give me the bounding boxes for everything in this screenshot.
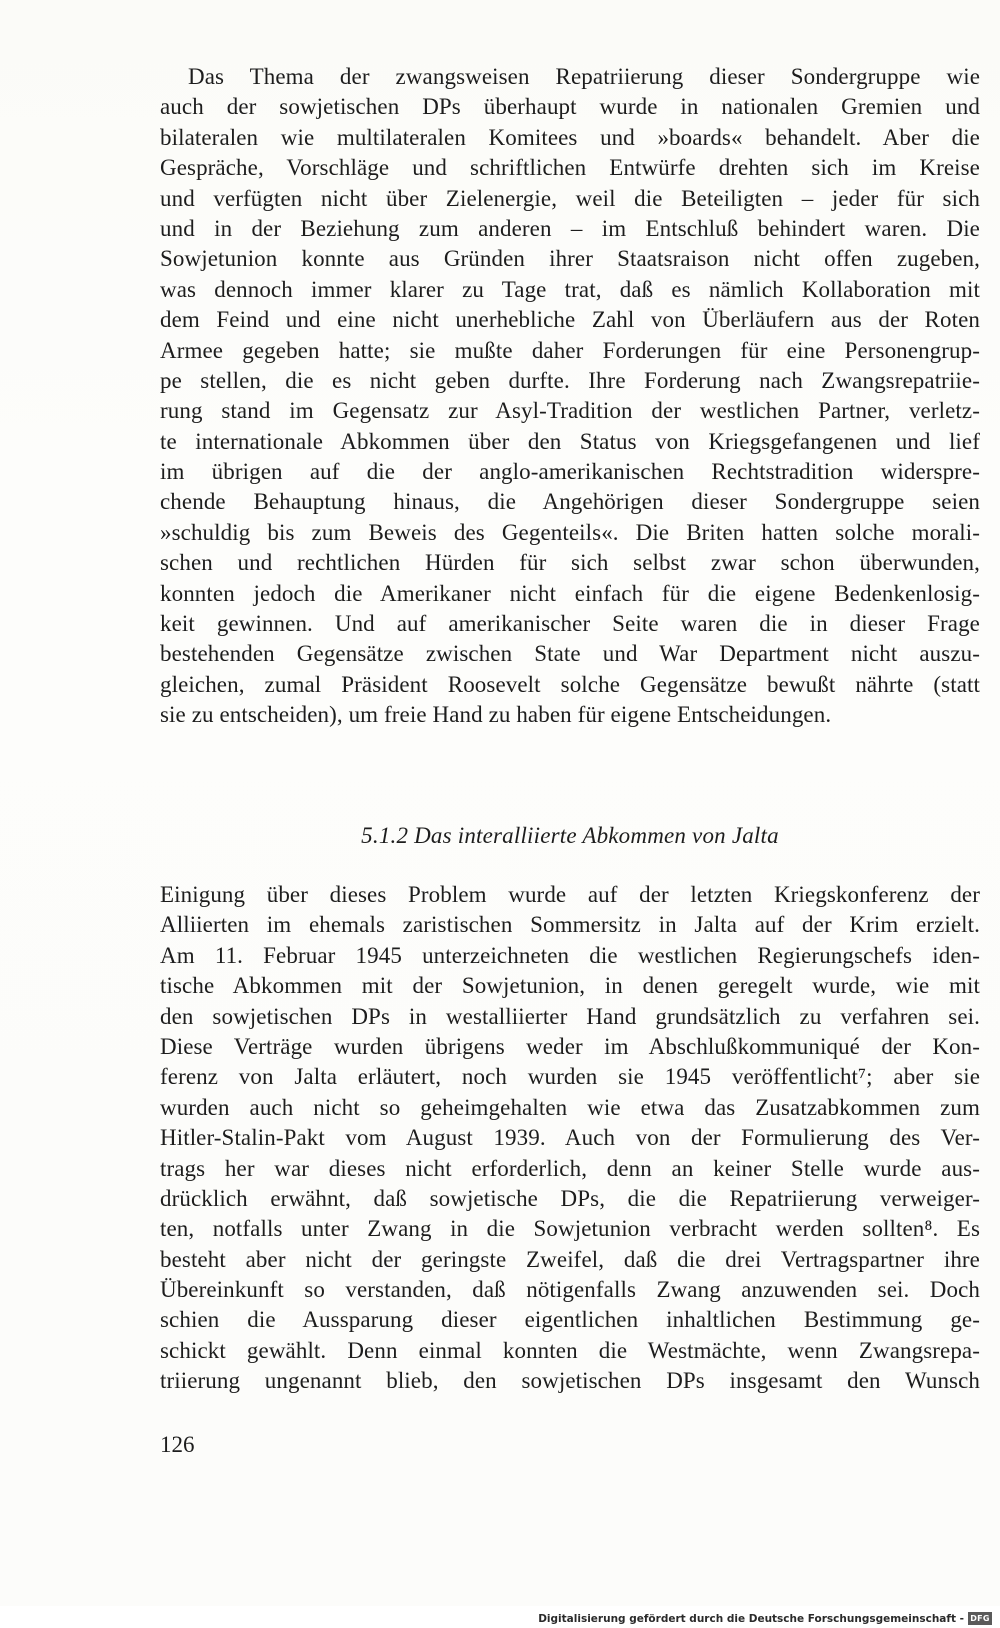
text-line: trags her war dieses nicht erforderlich, denn an keiner Stelle wurde aus- [160, 1155, 980, 1181]
text-line: Armee gegeben hatte; sie mußte daher Forderungen für eine Personengrup- [160, 337, 980, 363]
text-line: und in der Beziehung zum anderen – im Entschluß behindert waren. Die [160, 215, 980, 241]
text-line: Übereinkunft so verstanden, daß nötigenfalls Zwang anzuwenden sei. Doch [160, 1277, 980, 1303]
text-line: »schuldig bis zum Beweis des Gegenteils«. Die Briten hatten solche morali- [160, 519, 980, 545]
text-line: dem Feind und eine nicht unerhebliche Zahl von Überläufern aus der Roten [160, 307, 980, 333]
text-line: konnten jedoch die Amerikaner nicht einfach für die eigene Bedenkenlosig- [160, 580, 980, 606]
footer-bar [0, 1606, 1000, 1628]
text-line: was dennoch immer klarer zu Tage trat, daß es nämlich Kollaboration mit [160, 276, 980, 302]
text-line: Einigung über dieses Problem wurde auf der letzten Kriegskonferenz der [160, 882, 980, 907]
text-line: wurden auch nicht so geheimgehalten wie etwa das Zusatzabkommen zum [160, 1094, 980, 1120]
text-line: schien die Aussparung dieser eigentlichen inhaltlichen Bestimmung ge- [160, 1307, 980, 1333]
text-line: Gespräche, Vorschläge und schriftlichen Entwürfe drehten sich im Kreise [160, 155, 980, 181]
text-line: den sowjetischen DPs in westalliierter Hand grundsätzlich zu verfahren sei. [160, 1003, 980, 1029]
text-line: Sowjetunion konnte aus Gründen ihrer Staatsraison nicht offen zugeben, [160, 246, 980, 272]
text-line: und verfügten nicht über Zielenergie, weil die Beteiligten – jeder für sich [160, 185, 980, 211]
text-line: bestehenden Gegensätze zwischen State und War Department nicht auszu- [160, 641, 980, 667]
section-heading: 5.1.2 Das interalliierte Abkommen von Jalta [361, 823, 779, 848]
text-line: Hitler-Stalin-Pakt vom August 1939. Auch von der Formulierung des Ver- [160, 1125, 980, 1151]
text-line: Diese Verträge wurden übrigens weder im Abschlußkommuniqué der Kon- [160, 1033, 980, 1059]
text-line: chende Behauptung hinaus, die Angehörigen dieser Sondergruppe seien [160, 489, 980, 515]
text-line: pe stellen, die es nicht geben durfte. Ihre Forderung nach Zwangsrepatriie- [160, 367, 980, 393]
text-line: schickt gewählt. Denn einmal konnten die Westmächte, wenn Zwangsrepa- [160, 1337, 980, 1363]
text-line: besteht aber nicht der geringste Zweifel, daß die drei Vertragspartner ihre [160, 1246, 980, 1272]
text-line: ferenz von Jalta erläutert, noch wurden sie 1945 veröffentlicht⁷; aber sie [160, 1064, 980, 1090]
text-line: triierung ungenannt blieb, den sowjetischen DPs insgesamt den Wunsch [160, 1368, 980, 1394]
text-line: te internationale Abkommen über den Status von Kriegsgefangenen und lief [160, 428, 980, 454]
text-line: auch der sowjetischen DPs überhaupt wurde in nationalen Gremien und [160, 94, 980, 120]
text-line: tische Abkommen mit der Sowjetunion, in denen geregelt wurde, wie mit [160, 973, 980, 999]
text-line: rung stand im Gegensatz zur Asyl-Tradition der westlichen Partner, verletz- [160, 398, 980, 424]
text-line: schen und rechtlichen Hürden für sich selbst zwar schon überwunden, [160, 550, 980, 576]
text-line: Am 11. Februar 1945 unterzeichneten die westlichen Regierungschefs iden- [160, 942, 980, 968]
text-line: ten, notfalls unter Zwang in die Sowjetunion verbracht werden sollten⁸. Es [160, 1216, 980, 1242]
page-number: 126 [160, 1432, 195, 1457]
text-line: bilateralen wie multilateralen Komitees und »boards« behandelt. Aber die [160, 124, 980, 150]
text-line: Alliierten im ehemals zaristischen Sommersitz in Jalta auf der Krim erzielt. [160, 912, 980, 938]
text-line: sie zu entscheiden), um freie Hand zu haben für eigene Entscheidungen. [160, 702, 832, 728]
text-line: gleichen, zumal Präsident Roosevelt solche Gegensätze bewußt nährte (statt [160, 671, 980, 697]
funding-note: Digitalisierung gefördert durch die Deutsche Forschungsgemeinschaft - [538, 1613, 964, 1625]
text-line: Das Thema der zwangsweisen Repatriierung dieser Sondergruppe wie [188, 64, 980, 89]
paragraph-2 [160, 880, 980, 1397]
text-line: drücklich erwähnt, daß sowjetische DPs, die die Repatriierung verweiger- [160, 1185, 980, 1211]
text-line: im übrigen auf die der anglo-amerikanischen Rechtstradition widerspre- [160, 459, 980, 485]
text-line: keit gewinnen. Und auf amerikanischer Seite waren die in dieser Frage [160, 611, 980, 637]
dfg-logo-icon: DFG [968, 1612, 992, 1625]
paragraph-1 [160, 62, 980, 731]
